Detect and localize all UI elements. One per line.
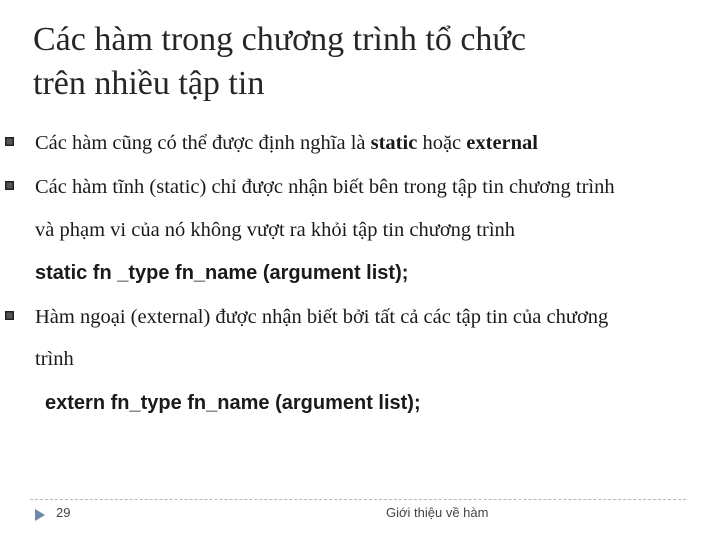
title-line-2: trên nhiều tập tin (33, 65, 265, 102)
bullet-1-pre: Các hàm cũng có thể được định nghĩa là (35, 132, 371, 154)
footer-text: Giới thiệu về hàm (386, 505, 489, 520)
bullet-1-keyword-static: static (370, 132, 418, 154)
bullet-2-line-2: và phạm vi của nó không vượt ra khỏi tập tin chương trình (35, 219, 516, 241)
bullet-3-line-2: trình (35, 348, 74, 370)
bullet-1-text (35, 131, 538, 155)
square-bullet-icon (3, 135, 17, 149)
bullet-1-mid: hoặc (417, 132, 467, 154)
title-line-1: Các hàm trong chương trình tổ chức (33, 21, 526, 58)
bullet-2-line-1: Các hàm tĩnh (static) chỉ được nhận biết bên trong tập tin chương trình (35, 176, 615, 198)
slide-title (33, 18, 693, 106)
play-arrow-icon (34, 508, 46, 522)
page-number: 29 (56, 505, 71, 520)
bullet-1-keyword-external: external (466, 132, 538, 154)
extern-declaration-code: extern fn_type fn_name (argument list); (45, 392, 421, 414)
square-bullet-icon (3, 179, 17, 193)
square-bullet-icon (3, 309, 17, 323)
bullet-3-line-1: Hàm ngoại (external) được nhận biết bởi tất cả các tập tin của chương (35, 306, 609, 328)
static-declaration-code: static fn _type fn_name (argument list); (35, 262, 409, 284)
footer-divider (30, 499, 686, 500)
